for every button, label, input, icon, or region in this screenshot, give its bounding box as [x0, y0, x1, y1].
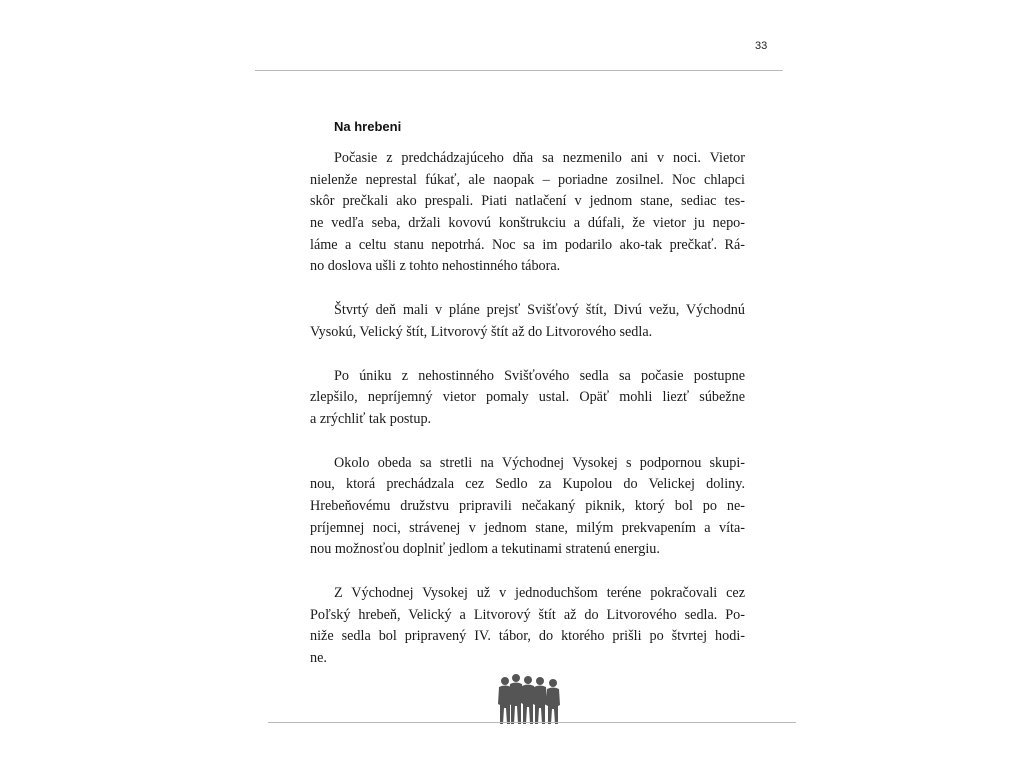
paragraph-3 — [310, 366, 745, 431]
text-line: Štvrtý deň mali v pláne prejsť Svišťový štít, Divú vežu, Východnú — [334, 302, 745, 319]
text-line: Z Východnej Vysokej už v jednoduchšom teréne pokračovali cez — [334, 585, 745, 601]
text-line: Poľský hrebeň, Velický a Litvorový štít až do Litvorového sedla. Po- — [310, 606, 745, 623]
text-line: ne vedľa seba, držali kovovú konštrukciu a dúfali, že vietor ju nepo- — [310, 215, 745, 232]
page-number: 33 — [755, 40, 768, 52]
text-line: Počasie z predchádzajúceho dňa sa nezmenilo ani v noci. Vietor — [334, 150, 745, 166]
text-line: nou možnosťou doplniť jedlom a tekutinami stratenú energiu. — [310, 541, 660, 558]
text-line: láme a celtu stanu nepotrhá. Noc sa im podarilo ako-tak prečkať. Rá- — [310, 236, 745, 253]
text-line: Okolo obeda sa stretli na Východnej Vysokej s podpornou skupi- — [334, 454, 745, 471]
text-line: skôr prečkali ako prespali. Piati natlačení v jednom stane, sediac tes- — [310, 193, 745, 210]
body-text — [310, 148, 745, 692]
paragraph-5 — [310, 583, 745, 670]
paragraph-2 — [310, 300, 745, 343]
text-line: príjemnej noci, strávenej v jednom stane, milým prekvapením a víta- — [310, 519, 745, 536]
paragraph-1 — [310, 148, 745, 278]
text-line: Po úniku z nehostinného Svišťového sedla sa počasie postupne — [334, 367, 745, 384]
group-silhouette-icon — [496, 672, 564, 724]
footer-rule — [268, 722, 796, 723]
text-line: no doslova ušli z tohto nehostinného tábora. — [310, 258, 561, 275]
paragraph-4 — [310, 453, 745, 561]
header-rule — [255, 70, 783, 71]
text-line: a zrýchliť tak postup. — [310, 410, 432, 427]
text-line: ne. — [310, 650, 327, 667]
text-line: zlepšilo, nepríjemný vietor pomaly ustal. Opäť mohli liezť súbežne — [310, 389, 745, 406]
text-line: niže sedla bol pripravený IV. tábor, do ktorého prišli po štvrtej hodi- — [310, 628, 745, 645]
text-line: Hrebeňovému družstvu pripravili nečakaný piknik, ktorý bol po ne- — [310, 497, 745, 514]
text-line: nou, ktorá prechádzala cez Sedlo za Kupolou do Velickej doliny. — [310, 476, 745, 493]
text-line: nielenže neprestal fúkať, ale naopak – poriadne zosilnel. Noc chlapci — [310, 171, 745, 188]
section-heading: Na hrebeni — [334, 119, 402, 134]
text-line: Vysokú, Velický štít, Litvorový štít až do Litvorového sedla. — [310, 323, 653, 340]
